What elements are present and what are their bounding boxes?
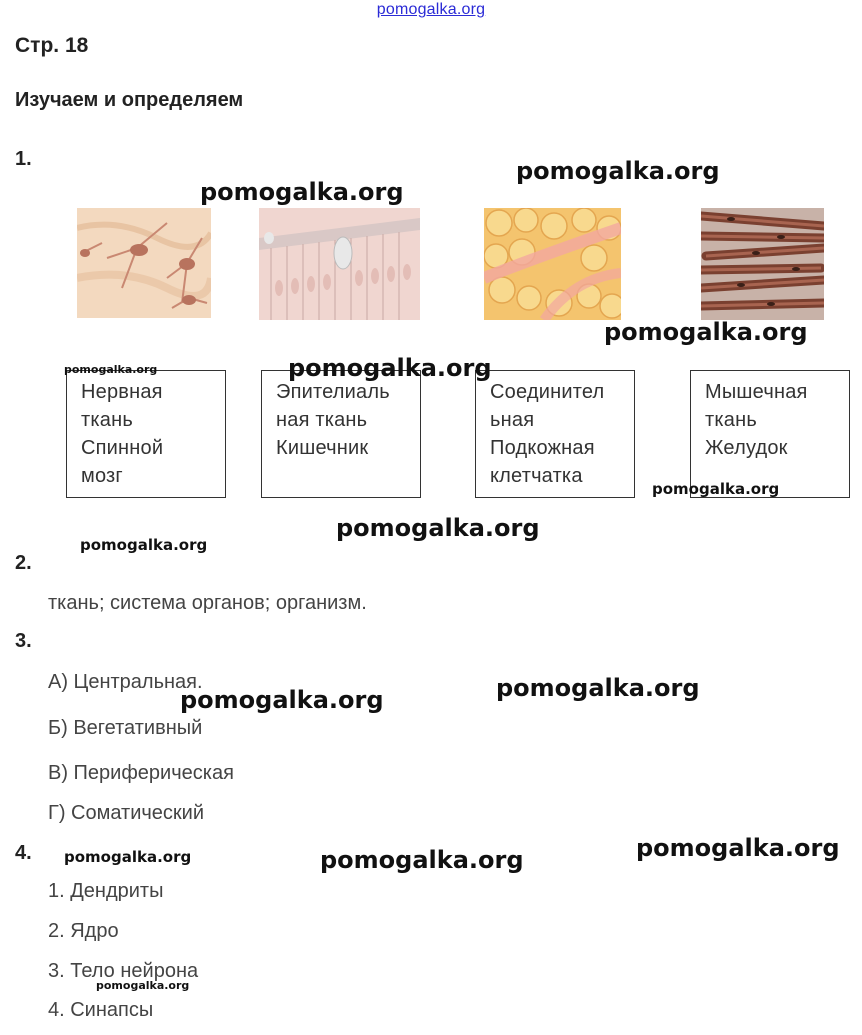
watermark: pomogalka.org — [64, 363, 158, 376]
task4-answer-2: 2. Ядро — [48, 920, 119, 942]
epithelial-tissue-image — [259, 208, 420, 320]
section-title: Изучаем и определяем — [15, 89, 244, 111]
box-line: мозг — [81, 465, 123, 487]
answer-box-connective — [475, 370, 635, 498]
task3-answer-d: Г) Соматический — [48, 802, 205, 824]
task2-number: 2. — [15, 552, 32, 574]
task1-number: 1. — [15, 148, 32, 170]
watermark: pomogalka.org — [96, 979, 190, 992]
box-line: Мышечная — [705, 381, 808, 403]
box-line: ткань — [705, 409, 757, 431]
watermark: pomogalka.org — [64, 848, 192, 866]
answer-box-muscle — [690, 370, 850, 498]
box-line: клетчатка — [490, 465, 583, 487]
nervous-tissue-image — [77, 208, 211, 318]
site-link[interactable]: pomogalka.org — [376, 1, 486, 18]
muscle-tissue-image — [701, 208, 824, 320]
connective-tissue-image — [484, 208, 621, 320]
box-line: ткань — [81, 409, 133, 431]
task4-answer-1: 1. Дендриты — [48, 880, 164, 902]
task3-answer-a: А) Центральная. — [48, 671, 203, 693]
task4-answer-4: 4. Синапсы — [48, 999, 154, 1021]
watermark: pomogalka.org — [636, 834, 840, 862]
watermark: pomogalka.org — [336, 514, 540, 542]
box-line: Спинной — [81, 437, 164, 459]
watermark: pomogalka.org — [604, 318, 808, 346]
page-title: Стр. 18 — [15, 34, 89, 57]
task3-number: 3. — [15, 630, 32, 652]
box-line: Соединител — [490, 381, 605, 403]
box-line: ная ткань — [276, 409, 368, 431]
box-line: Эпителиаль — [276, 381, 390, 403]
answer-box-epithelial — [261, 370, 421, 498]
box-line: Нервная — [81, 381, 163, 403]
answer-box-nervous — [66, 370, 226, 498]
watermark: pomogalka.org — [180, 686, 384, 714]
task4-answer-3: 3. Тело нейрона — [48, 960, 199, 982]
box-line: Подкожная — [490, 437, 595, 459]
watermark: pomogalka.org — [516, 157, 720, 185]
watermark: pomogalka.org — [288, 354, 492, 382]
task3-answer-c: В) Периферическая — [48, 762, 234, 784]
watermark: pomogalka.org — [200, 178, 404, 206]
box-line: Кишечник — [276, 437, 369, 459]
task3-answer-b: Б) Вегетативный — [48, 717, 203, 739]
watermark: pomogalka.org — [652, 480, 780, 498]
watermark: pomogalka.org — [80, 536, 208, 554]
box-line: ьная — [490, 409, 535, 431]
watermark: pomogalka.org — [320, 846, 524, 874]
box-line: Желудок — [705, 437, 788, 459]
task2-answer: ткань; система органов; организм. — [48, 592, 367, 614]
task4-number: 4. — [15, 842, 32, 864]
watermark: pomogalka.org — [496, 674, 700, 702]
